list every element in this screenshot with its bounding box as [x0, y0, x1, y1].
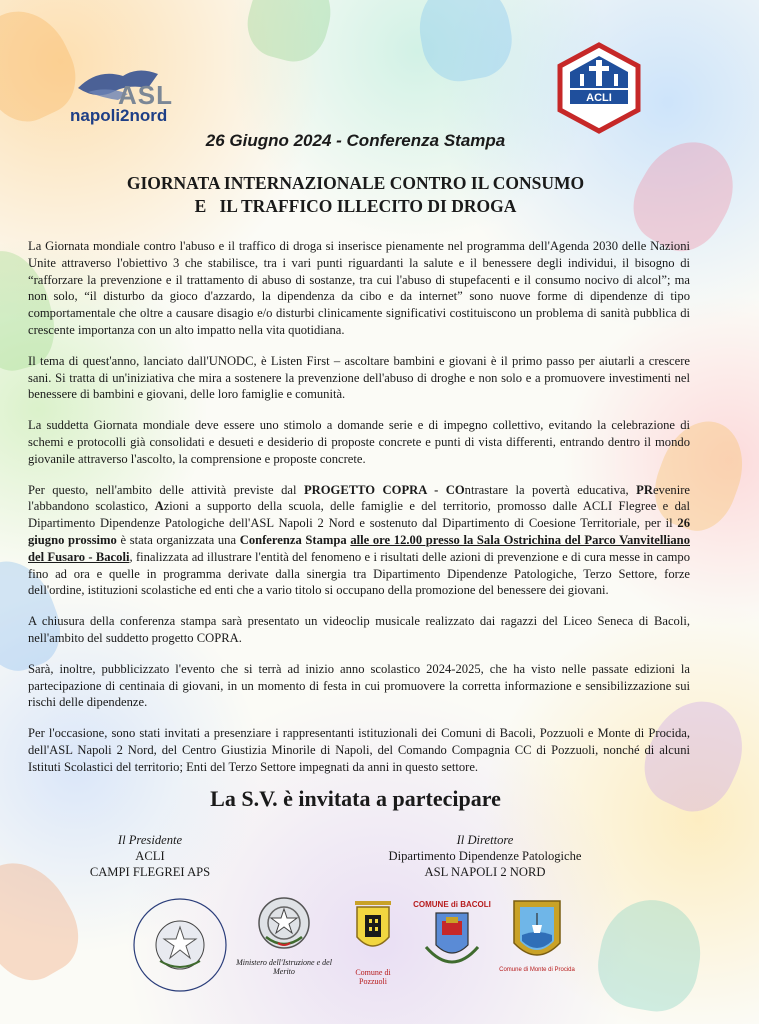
signature-org-detail: CAMPI FLEGREI APS [89, 865, 211, 879]
p4-text: ntrastare la povertà educativa, [464, 482, 637, 497]
bacoli-label: COMUNE di BACOLI [413, 900, 491, 909]
paragraph-3: La suddetta Giornata mondiale deve essere uno stimolo a domande serie e di impegno collettivo, evitando la celebrazione di schemi e protocolli già consolidati e desueti e desiderio di proposte concrete e punti di vista differenti, entrando dentro il mondo giovanile attraverso l'ascolto, la comprensione e proposte concrete. [28, 418, 690, 466]
signature-org: ACLI [135, 849, 165, 863]
signature-org-detail: ASL NAPOLI 2 NORD [424, 865, 546, 879]
monte-di-procida-coat-of-arms [499, 895, 575, 985]
p4-text: , finalizzata ad illustrare l'entità del fenomeno e i risultati delle azioni di prevenzione e di cura messe in campo fino ad ora e quelle in programma derivate dalla sinergia tra Dipartimento Dipendenze Patologiche, Terzo Settore, forze dell'ordine, istituzioni scolastiche ed enti che a vario titolo si occupano della promozione del benessere dei giovani. [28, 549, 690, 598]
ministry-education-label: Ministero dell'Istruzione e del Merito [236, 958, 332, 976]
asl-logo-text: ASL [118, 80, 173, 110]
p4-text: Per questo, nell'ambito delle attività previste dal [28, 482, 304, 497]
paragraph-2: Il tema di quest'anno, lanciato dall'UNODC, è Listen First – ascoltare bambini e giovani è il primo passo per aiutarli a crescere sani. Si tratta di un'iniziativa che mira a sostenere la prevenzione dell'abuso di droghe e non solo e a promuovere investimenti nel benessere di bambini e giovani, delle loro famiglie e comunità. [28, 353, 690, 402]
monte-label: Comune di Monte di Procida [499, 967, 575, 973]
signature-block-president [50, 832, 250, 880]
asl-logo-subtitle: napoli2nord [70, 106, 168, 125]
event-type: Conferenza Stampa [239, 532, 347, 547]
signature-org: Dipartimento Dipendenze Patologiche [388, 849, 582, 863]
project-acronym-a: A [154, 499, 164, 514]
p4-text: zioni a supporto della scuola, delle famiglie e del territorio, promosso dalle ACLI Flegree e dal Dipartimento Dipendenze Patologiche dell'ASL Napoli 2 Nord e sostenuto dal Dipartimento di Coesione Territoriale, per il [28, 499, 690, 531]
acli-logo [556, 42, 642, 134]
signature-block-director [350, 832, 620, 880]
event-location: alle ore 12.00 presso la Sala Ostrichina del Parco Vanvitelliano del Fusaro - Bacoli [28, 532, 690, 564]
pozzuoli-shield-icon [345, 893, 401, 963]
p4-text: è stata organizzata una [116, 532, 240, 547]
paragraph-6: Sarà, inoltre, pubblicizzato l'evento che si terrà ad inizio anno scolastico 2024-2025, che ha visto nelle passate edizioni la partecipazione di centinaia di giovani, in un momento di festa in cui promuovere la corretta informazione e sensibilizzazione sui rischi delle dipendenze. [28, 661, 690, 710]
document-title [0, 172, 711, 218]
pozzuoli-label: Comune di Pozzuoli [355, 968, 391, 986]
pozzuoli-coat-of-arms [345, 893, 401, 986]
ministry-justice-seal [130, 895, 230, 995]
invitation-headline: La S.V. è invitata a partecipare [210, 786, 501, 811]
paragraph-1: La Giornata mondiale contro l'abuso e il traffico di droga si inserisce pienamente nel programma dell'Agenda 2030 delle Nazioni Unite attraverso l'obiettivo 3 che stabilisce, tra i vari punti riguardanti la salute e il benessere degli individui, il bisogno di “rafforzare la prevenzione e il trattamento di abuso di sostanze, tra cui l'abuso di stupefacenti e il consumo nocivo di alcol”; ma non solo, “il disturbo da gioco d'azzardo, la dipendenza da cibo e da internet” sono nuove forme di dipendenze di tipo comportamentale che oltre a causare disagio e/o disturbi clinicamente significativi costituiscono un problema di sanità pubblica di crescente importanza con un alto impatto nella vita quotidiana. [28, 239, 690, 337]
paragraph-7: Per l'occasione, sono stati invitati a presenziare i rappresentanti istituzionali dei Comuni di Bacoli, Pozzuoli e Monte di Procida, dell'ASL Napoli 2 Nord, del Centro Giustizia Minorile di Napoli, del Comando Compagnia CC di Pozzuoli, nonché di alcuni Istituti Scolastici del territorio; Enti del Terzo Settore impegnati da anni in questo settore. [28, 726, 690, 774]
signature-role: Il Presidente [117, 833, 183, 847]
title-line-1: GIORNATA INTERNAZIONALE CONTRO IL CONSUMO [126, 173, 585, 193]
signature-role: Il Direttore [456, 833, 514, 847]
italian-republic-emblem [256, 895, 312, 953]
project-name: PROGETTO COPRA - CO [303, 482, 465, 497]
event-date: 26 giugno prossimo [28, 516, 690, 547]
acli-logo-text: ACLI [586, 92, 612, 104]
body-text [28, 238, 690, 790]
paragraph-4 [28, 482, 690, 600]
project-acronym-pr: PR [636, 482, 653, 497]
p4-text: evenire l'abbandono scolastico, [28, 482, 690, 514]
paragraph-5: A chiusura della conferenza stampa sarà presentato un videoclip musicale realizzato dai ragazzi del Liceo Seneca di Bacoli, nell'ambito del suddetto progetto COPRA. [28, 614, 690, 645]
date-headline: 26 Giugno 2024 - Conferenza Stampa [205, 131, 506, 150]
bacoli-coat-of-arms [412, 893, 492, 981]
title-line-2: E IL TRAFFICO ILLECITO DI DROGA [194, 196, 517, 216]
